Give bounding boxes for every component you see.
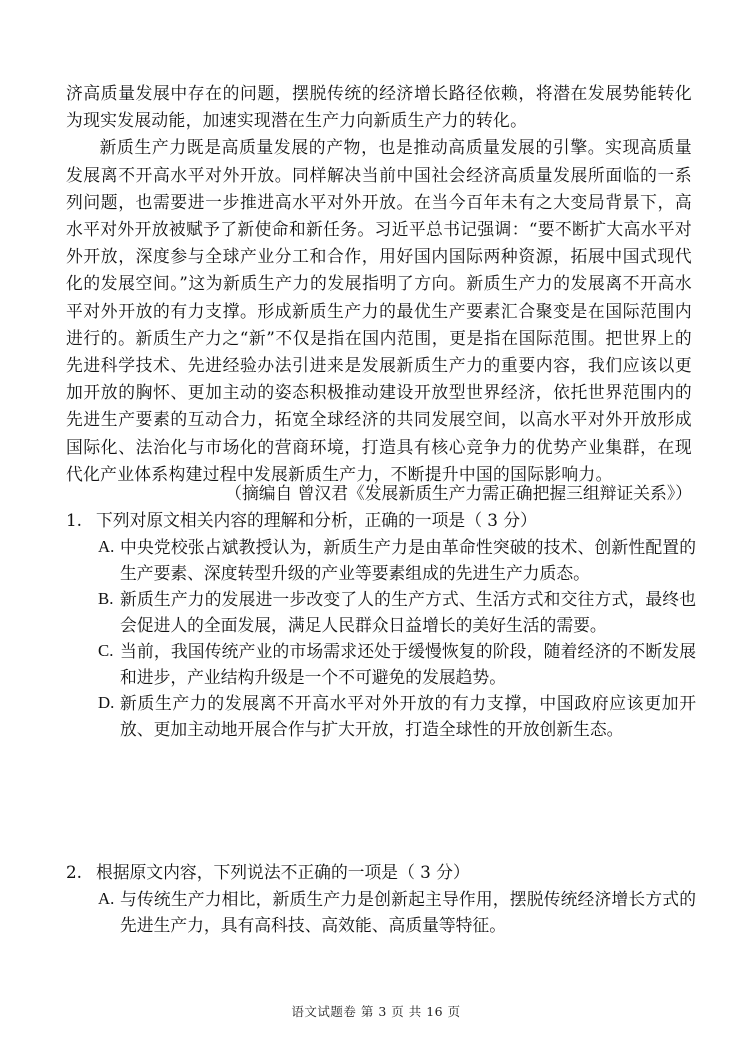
question-1 xyxy=(66,506,706,742)
option-text: 当前，我国传统产业的市场需求还处于缓慢恢复的阶段，随着经济的不断发展和进步，产业结构升级是一个不可避免的发展趋势。 xyxy=(120,641,696,687)
option-d xyxy=(98,690,696,742)
question-text: 根据原文内容，下列说法不正确的一项是（ 3 分） xyxy=(96,862,470,882)
option-text: 中央党校张占斌教授认为，新质生产力是由革命性突破的技术、创新性配置的生产要素、深度转型升级的产业等要素组成的先进生产力质态。 xyxy=(120,537,696,583)
question-stem xyxy=(66,858,706,886)
option-letter: B. xyxy=(98,589,114,608)
option-text: 新质生产力的发展离不开高水平对外开放的有力支撑，中国政府应该更加开放、更加主动地开展合作与扩大开放，打造全球性的开放创新生态。 xyxy=(120,693,696,739)
reading-passage xyxy=(66,80,692,488)
option-letter: D. xyxy=(98,693,115,712)
option-b xyxy=(98,586,696,638)
question-text: 下列对原文相关内容的理解和分析，正确的一项是（ 3 分） xyxy=(96,510,537,530)
option-list xyxy=(98,534,696,742)
option-letter: A. xyxy=(98,537,115,556)
option-letter: C. xyxy=(98,641,114,660)
question-2 xyxy=(66,858,706,938)
passage-paragraph-1: 济高质量发展中存在的问题，摆脱传统的经济增长路径依赖，将潜在发展势能转化为现实发展动能，加速实现潜在生产力向新质生产力的转化。 xyxy=(66,83,692,131)
option-a xyxy=(98,534,696,586)
page-footer: 语文试题卷 第 3 页 共 16 页 xyxy=(291,1004,461,1019)
option-letter: A. xyxy=(98,889,115,908)
option-c xyxy=(98,638,696,690)
option-a xyxy=(98,886,696,938)
question-number: 2. xyxy=(66,862,83,882)
question-number: 1. xyxy=(66,510,83,530)
option-text: 与传统生产力相比，新质生产力是创新起主导作用，摆脱传统经济增长方式的先进生产力，具有高科技、高效能、高质量等特征。 xyxy=(120,889,696,935)
passage-source: （摘编自 曾汉君《发展新质生产力需正确把握三组辩证关系》） xyxy=(225,483,692,503)
question-stem xyxy=(66,506,706,534)
passage-paragraph-2: 新质生产力既是高质量发展的产物，也是推动高质量发展的引擎。实现高质量发展离不开高水平对外开放。同样解决当前中国社会经济高质量发展所面临的一系列问题，也需要进一步推进高水平对外开放。在当今百年未有之大变局背景下，高水平对外开放被赋予了新使命和新任务。习近平总书记强调：“要不断扩大高水平对外开放，深度参与全球产业分工和合作，用好国内国际两种资源，拓展中国式现代化的发展空间。”这为新质生产力的发展指明了方向。新质生产力的发展离不开高水平对外开放的有力支撑。形成新质生产力的最优生产要素汇合聚变是在国际范围内进行的。新质生产力之“新”不仅是指在国内范围，更是指在国际范围。把世界上的先进科学技术、先进经验办法引进来是发展新质生产力的重要内容，我们应该以更加开放的胸怀、更加主动的姿态积极推动建设开放型世界经济，依托世界范围内的先进生产要素的互动合力，拓宽全球经济的共同发展空间，以高水平对外开放形成国际化、法治化与市场化的营商环境，打造具有核心竞争力的优势产业集群，在现代化产业体系构建过程中发展新质生产力，不断提升中国的国际影响力。 xyxy=(66,137,692,484)
option-list xyxy=(98,886,696,938)
option-text: 新质生产力的发展进一步改变了人的生产方式、生活方式和交往方式，最终也会促进人的全面发展，满足人民群众日益增长的美好生活的需要。 xyxy=(120,589,696,635)
